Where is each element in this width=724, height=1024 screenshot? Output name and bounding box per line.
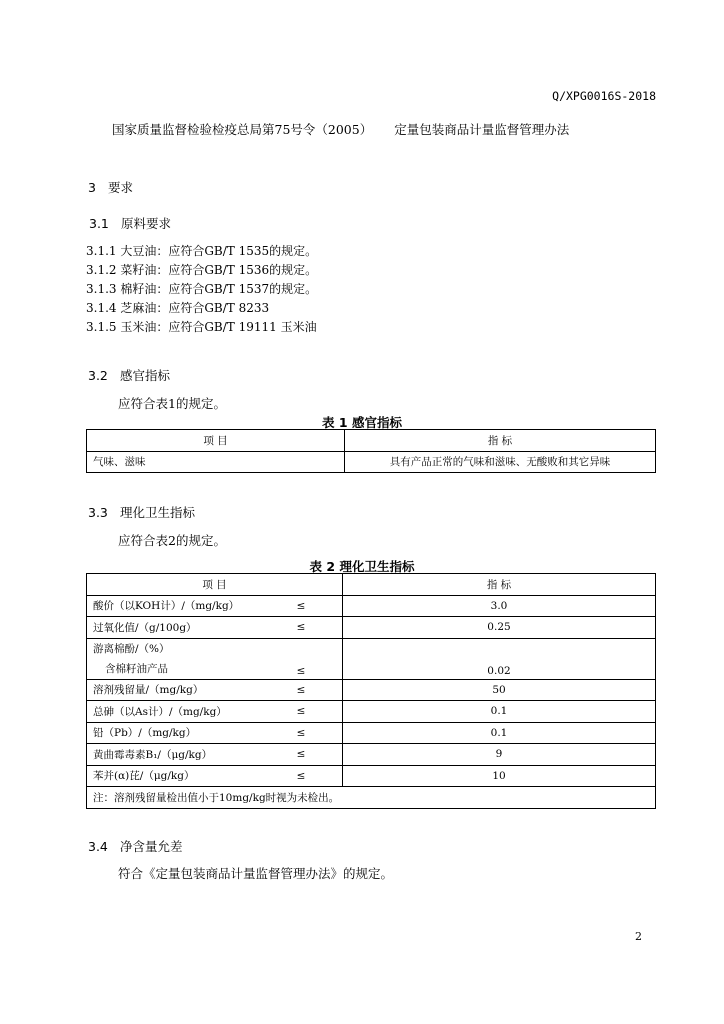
- standard-code: Q/XPG0016S-2018: [552, 89, 656, 103]
- cell-operator: ≤: [260, 617, 343, 639]
- cell-operator: ≤: [260, 744, 343, 766]
- table-row: [87, 744, 656, 766]
- cell-item: 溶剂残留量/（mg/kg）: [87, 679, 261, 701]
- table-row: [87, 638, 656, 679]
- section-3-2-heading: [88, 366, 170, 384]
- table-note: 注：溶剂残留量检出值小于10mg/kg时视为未检出。: [87, 787, 656, 809]
- section-number: 3.3: [88, 505, 108, 520]
- cell-item: 苯并(α)芘/（μg/kg）: [87, 765, 261, 787]
- reference-issuer: 国家质量监督检验检疫总局第75号令（2005）: [112, 122, 373, 137]
- cell-item: 总砷（以As计）/（mg/kg）: [87, 701, 261, 723]
- table-1-caption: 表 1 感官指标: [322, 415, 402, 430]
- table-2: [86, 573, 656, 809]
- cell-item: 酸价（以KOH计）/（mg/kg）: [87, 595, 261, 617]
- section-3-3-heading: [88, 503, 195, 521]
- list-item: 3.1.5 玉米油：应符合GB/T 19111 玉米油: [86, 320, 317, 334]
- cell-value: 0.02: [343, 638, 656, 679]
- section-title: 理化卫生指标: [120, 505, 196, 520]
- cell-item: 气味、滋味: [87, 451, 345, 473]
- list-item: 3.1.3 棉籽油：应符合GB/T 1537的规定。: [86, 282, 318, 296]
- cell-value: 0.25: [343, 617, 656, 639]
- section-number: 3.1: [89, 216, 109, 231]
- list-item: 3.1.4 芝麻油：应符合GB/T 8233: [86, 301, 270, 315]
- paragraph: 应符合表2的规定。: [118, 533, 226, 548]
- table-row: [87, 595, 656, 617]
- cell-operator: ≤: [260, 638, 343, 679]
- cell-operator: ≤: [260, 765, 343, 787]
- header-item: 项 目: [87, 574, 343, 596]
- cell-item-line: 游离棉酚/（%）: [93, 642, 170, 655]
- section-title: 感官指标: [120, 368, 171, 383]
- cell-value: 0.1: [343, 701, 656, 723]
- table-row: [87, 701, 656, 723]
- cell-item: [87, 638, 261, 679]
- reference-title: 定量包装商品计量监督管理办法: [394, 122, 570, 137]
- header-index: 指 标: [343, 574, 656, 596]
- paragraph: 应符合表1的规定。: [118, 396, 226, 411]
- header-index: 指 标: [345, 430, 656, 452]
- section-title: 净含量允差: [120, 839, 183, 854]
- cell-operator: ≤: [260, 701, 343, 723]
- cell-item: 过氧化值/（g/100g）: [87, 617, 261, 639]
- table-2-caption: 表 2 理化卫生指标: [309, 559, 415, 574]
- table-row: [87, 765, 656, 787]
- reference-line: [112, 120, 569, 138]
- list-item: 3.1.2 菜籽油：应符合GB/T 1536的规定。: [86, 263, 318, 277]
- table-1: [86, 429, 656, 473]
- section-3-4-heading: [88, 837, 183, 855]
- cell-operator: ≤: [260, 595, 343, 617]
- cell-operator: ≤: [260, 722, 343, 744]
- cell-value: 具有产品正常的气味和滋味、无酸败和其它异味: [345, 451, 656, 473]
- cell-value: 50: [343, 679, 656, 701]
- table-row: [87, 722, 656, 744]
- cell-item: 铅（Pb）/（mg/kg）: [87, 722, 261, 744]
- list-item: 3.1.1 大豆油：应符合GB/T 1535的规定。: [86, 244, 318, 258]
- table-header-row: [87, 574, 656, 596]
- cell-value: 10: [343, 765, 656, 787]
- paragraph: 符合《定量包装商品计量监督管理办法》的规定。: [118, 866, 394, 881]
- section-title: 原料要求: [121, 216, 172, 231]
- cell-value: 0.1: [343, 722, 656, 744]
- table-row: [87, 617, 656, 639]
- section-number: 3.2: [88, 368, 108, 383]
- table-note-row: [87, 787, 656, 809]
- cell-value: 3.0: [343, 595, 656, 617]
- cell-operator: ≤: [260, 679, 343, 701]
- table-row: [87, 451, 656, 473]
- section-3-1-heading: [89, 214, 171, 232]
- section-title: 要求: [108, 180, 134, 195]
- page-number: 2: [635, 930, 642, 943]
- header-item: 项 目: [87, 430, 345, 452]
- cell-item-subline: 含棉籽油产品: [105, 662, 168, 675]
- table-row: [87, 679, 656, 701]
- section-number: 3.4: [88, 839, 108, 854]
- table-header-row: [87, 430, 656, 452]
- section-number: 3: [88, 180, 96, 195]
- cell-item: 黄曲霉毒素B₁/（μg/kg）: [87, 744, 261, 766]
- section-3-heading: [88, 178, 133, 196]
- cell-value: 9: [343, 744, 656, 766]
